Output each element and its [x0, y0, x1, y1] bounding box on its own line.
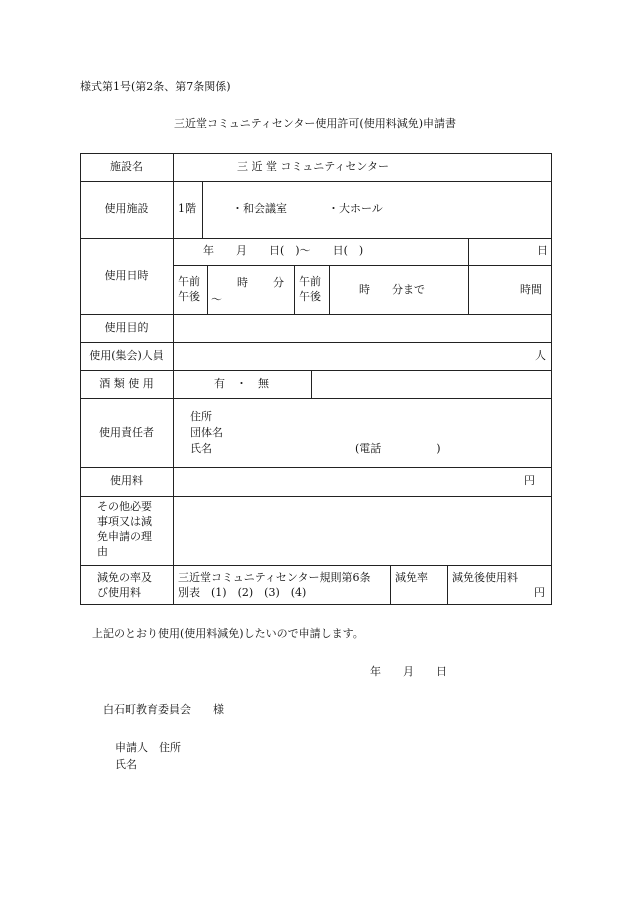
reduction-after-unit: 円: [534, 586, 545, 599]
attendance-label: 使用(集会)人員: [89, 349, 164, 362]
pm-label-1: 午後: [178, 290, 200, 303]
row-divider: [80, 565, 552, 566]
tilde: 〜: [211, 293, 222, 306]
date-line[interactable]: 年 月 日( )〜 日( ): [203, 244, 364, 257]
time-divider: [294, 265, 295, 314]
addressee: 白石町教育委員会 様: [103, 703, 224, 716]
alcohol-divider: [311, 370, 312, 398]
row-divider: [80, 342, 552, 343]
hours-unit: 時間: [520, 283, 542, 296]
floor-divider: [202, 181, 203, 238]
option-large-hall[interactable]: ・大ホール: [328, 202, 383, 215]
document-title: 三近堂コミュニティセンター使用許可(使用料減免)申請書: [173, 117, 457, 130]
facility-name-value: 三 近 堂 コミュニティセンター: [237, 160, 389, 173]
ampm-divider-2: [329, 265, 330, 314]
row-divider: [80, 496, 552, 497]
days-divider: [468, 238, 469, 314]
facility-name-label: 施設名: [110, 160, 143, 173]
responsible-group: 団体名: [190, 426, 223, 439]
other-label-line: 由: [97, 545, 108, 558]
option-japanese-room[interactable]: ・和会議室: [232, 202, 287, 215]
floor-value: 1階: [178, 202, 196, 215]
label-column-divider: [173, 153, 174, 605]
ampm-divider: [207, 265, 208, 314]
table-border-bottom: [80, 604, 552, 605]
row-divider: [80, 467, 552, 468]
alcohol-choice[interactable]: 有 ・ 無: [214, 377, 269, 390]
statement: 上記のとおり使用(使用料減免)したいので申請します。: [92, 627, 364, 640]
reduction-rule-options[interactable]: 別表 (1) (2) (3) (4): [178, 586, 307, 599]
table-border-top: [80, 153, 552, 154]
row-divider: [80, 181, 552, 182]
application-date: 年 月 日: [370, 665, 447, 678]
facility-used-label: 使用施設: [104, 202, 149, 215]
days-unit: 日: [537, 244, 548, 257]
table-border-right: [551, 153, 552, 605]
row-divider: [173, 265, 552, 266]
form-number: 様式第1号(第2条、第7条関係): [80, 80, 231, 93]
responsible-address: 住所: [190, 410, 212, 423]
reduction-label-line: 減免の率及: [97, 571, 152, 584]
other-label-line: その他必要: [97, 500, 152, 513]
applicant-address: 申請人 住所: [115, 741, 181, 754]
reduction-rule-line: 三近堂コミュニティセンター規則第6条: [178, 571, 371, 584]
date-time-label: 使用日時: [104, 269, 149, 282]
other-label-line: 免申請の理: [97, 530, 152, 543]
responsible-name: 氏名: [190, 442, 212, 455]
rate-divider-left: [390, 565, 391, 605]
purpose-label: 使用目的: [104, 321, 149, 334]
minute-label-1: 分: [273, 276, 284, 289]
fee-unit: 円: [524, 474, 535, 487]
rate-divider-right: [447, 565, 448, 605]
row-divider: [80, 314, 552, 315]
responsible-label: 使用責任者: [99, 426, 154, 439]
hour-label-1: 時: [237, 276, 248, 289]
until-time[interactable]: 時 分まで: [359, 283, 425, 296]
reduction-after-label: 減免後使用料: [452, 571, 518, 584]
reduction-label-line: び使用料: [97, 586, 141, 599]
other-label-line: 事項又は減: [97, 515, 152, 528]
reduction-rate-label: 減免率: [395, 571, 428, 584]
am-label-1: 午前: [178, 275, 200, 288]
applicant-name: 氏名: [115, 758, 137, 771]
attendance-unit: 人: [535, 349, 546, 362]
row-divider: [80, 398, 552, 399]
am-label-2: 午前: [299, 275, 321, 288]
responsible-phone: (電話 ): [355, 442, 441, 455]
row-divider: [80, 238, 552, 239]
fee-label: 使用料: [110, 474, 143, 487]
alcohol-label: 酒 類 使 用: [99, 377, 154, 390]
pm-label-2: 午後: [299, 290, 321, 303]
row-divider: [80, 370, 552, 371]
